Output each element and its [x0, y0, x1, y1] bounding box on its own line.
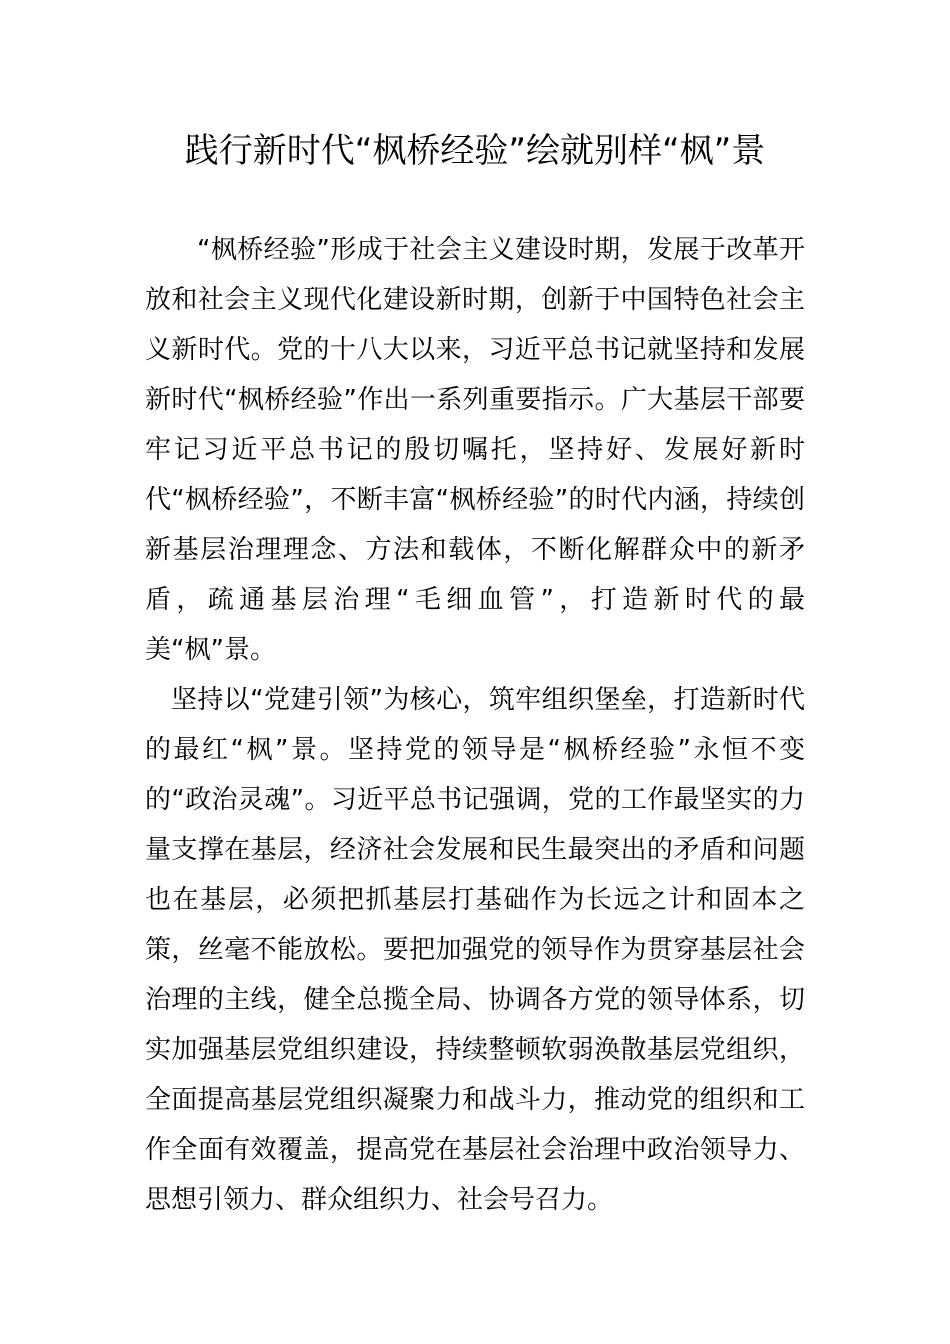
paragraph-intro: “枫桥经验”形成于社会主义建设时期，发展于改革开放和社会主义现代化建设新时期，创新于中国特色社会主义新时代。党的十八大以来，习近平总书记就坚持和发展新时代“枫桥经验”作出一系列重要指示。广大基层干部要牢记习近平总书记的殷切嘱托，坚持好、发展好新时代“枫桥经验”，不断丰富“枫桥经验”的时代内涵，持续创新基层治理理念、方法和载体，不断化解群众中的新矛盾，疏通基层治理“毛细血管”，打造新时代的最美“枫”景。: [145, 235, 805, 665]
document-body: [145, 225, 805, 1225]
paragraph-party-leadership: 坚持以“党建引领”为核心，筑牢组织堡垒，打造新时代的最红“枫”景。坚持党的领导是“枫桥经验”永恒不变的“政治灵魂”。习近平总书记强调，党的工作最坚实的力量支撑在基层，经济社会发展和民生最突出的矛盾和问题也在基层，必须把抓基层打基础作为长远之计和固本之策，丝毫不能放松。要把加强党的领导作为贯穿基层社会治理的主线，健全总揽全局、协调各方党的领导体系，切实加强基层党组织建设，持续整顿软弱涣散基层党组织，全面提高基层党组织凝聚力和战斗力，推动党的组织和工作全面有效覆盖，提高党在基层社会治理中政治领导力、思想引领力、群众组织力、社会号召力。: [145, 685, 805, 1215]
document-title: 践行新时代“枫桥经验”绘就别样“枫”景: [184, 131, 766, 171]
